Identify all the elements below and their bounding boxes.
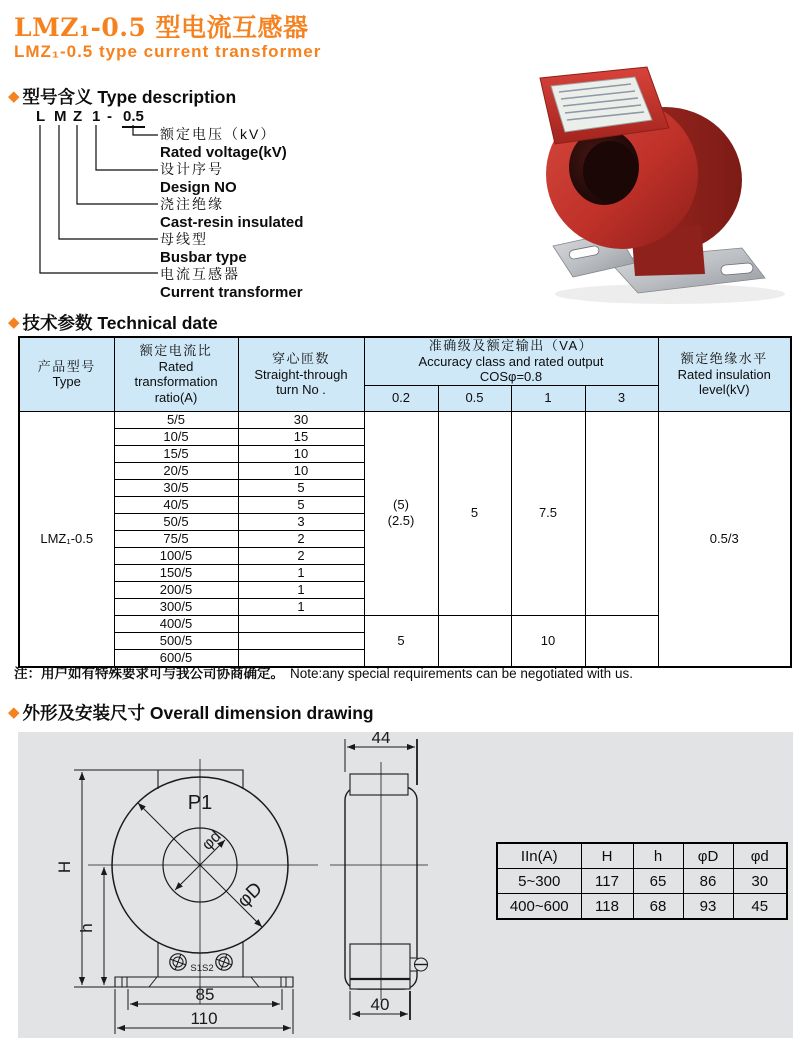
- turns-cell: 1: [238, 598, 364, 615]
- section-technical: [8, 310, 218, 335]
- diamond-icon: ◆: [8, 88, 20, 105]
- dim-header-phid: φd: [733, 843, 787, 869]
- type-cell: LMZ₁-0.5: [19, 411, 114, 667]
- dim-cell: 65: [633, 869, 683, 894]
- table-row: [19, 411, 791, 428]
- col-ratio-en1: Rated: [158, 358, 194, 374]
- ratio-cell: 40/5: [114, 496, 238, 513]
- acc02-line2: (2.5): [387, 513, 415, 528]
- col-ratio-en2: transformation: [134, 374, 218, 390]
- ratio-cell: 30/5: [114, 479, 238, 496]
- code-letter-1: 1: [92, 108, 101, 125]
- turns-cell: 10: [238, 462, 364, 479]
- turns-cell: [238, 632, 364, 649]
- col-acc-zh: 准确级及额定输出（VA）: [428, 338, 594, 353]
- ratio-cell: 500/5: [114, 632, 238, 649]
- label-design-no-zh: 设计序号: [160, 161, 224, 177]
- section-title: 技术参数 Technical date: [22, 313, 218, 333]
- label-H: H: [55, 860, 74, 874]
- insulation-cell: 0.5/3: [658, 411, 791, 667]
- dimension-table: [496, 842, 788, 920]
- acc1-upper-cell: 7.5: [511, 411, 585, 615]
- label-p1: P1: [187, 792, 213, 814]
- col-header-ratio: [114, 337, 238, 411]
- ratio-cell: 20/5: [114, 462, 238, 479]
- dim-cell: 400~600: [497, 894, 581, 920]
- label-busbar-en: Busbar type: [160, 248, 247, 266]
- code-letter-m: M: [54, 108, 67, 125]
- acc02-lower-cell: 5: [364, 615, 438, 667]
- side-base-block: [350, 944, 410, 989]
- turns-cell: 5: [238, 496, 364, 513]
- label-busbar-zh: 母线型: [160, 231, 208, 247]
- turns-cell: 3: [238, 513, 364, 530]
- dim-cell: 45: [733, 894, 787, 920]
- section-title: 型号含义 Type description: [22, 87, 237, 107]
- note: [14, 662, 633, 682]
- turns-cell: 30: [238, 411, 364, 428]
- code-letter-l: L: [36, 108, 46, 125]
- page-subtitle: LMZ₁-0.5 type current transformer: [14, 42, 322, 61]
- col-header-insulation: [658, 337, 791, 411]
- acc05-cell: 5: [438, 411, 511, 615]
- technical-table: [18, 336, 792, 668]
- section-title: 外形及安装尺寸 Overall dimension drawing: [22, 703, 374, 723]
- label-44: 44: [371, 732, 391, 747]
- col-turns-zh: 穿心匝数: [271, 351, 330, 366]
- col-header-accuracy: [364, 337, 658, 385]
- code-dash: -: [107, 108, 112, 125]
- code-letter-05: 0.5: [122, 108, 145, 128]
- ratio-cell: 75/5: [114, 530, 238, 547]
- dim-cell: 30: [733, 869, 787, 894]
- ratio-cell: 200/5: [114, 581, 238, 598]
- acc-class-3: 3: [585, 385, 658, 411]
- note-en: Note:any special requirements can be negotiated with us.: [290, 666, 633, 681]
- ratio-cell: 300/5: [114, 598, 238, 615]
- note-zh: 注：用户如有特殊要求可与我公司协商确定。: [14, 666, 284, 681]
- acc-class-02: 0.2: [364, 385, 438, 411]
- label-s1s2: S1S2: [190, 963, 214, 974]
- dim-cell: 68: [633, 894, 683, 920]
- col-ratio-zh: 额定电流比: [139, 343, 213, 359]
- ratio-cell: 150/5: [114, 564, 238, 581]
- col-ins-en2: level(kV): [698, 382, 750, 397]
- page-title: LMZ₁-0.5 型电流互感器: [14, 13, 309, 42]
- turns-cell: 2: [238, 530, 364, 547]
- ratio-cell: 5/5: [114, 411, 238, 428]
- col-acc-cos: COSφ=0.8: [479, 369, 543, 384]
- turns-cell: 5: [238, 479, 364, 496]
- label-110: 110: [190, 1009, 218, 1028]
- dim-cell: 86: [683, 869, 733, 894]
- terminal-screw-s1: [168, 952, 189, 973]
- turns-cell: 15: [238, 428, 364, 445]
- col-turns-en1: Straight-through: [254, 366, 348, 382]
- ratio-cell: 15/5: [114, 445, 238, 462]
- acc-class-1: 1: [511, 385, 585, 411]
- dim-header-current: IIn(A): [497, 843, 581, 869]
- terminal-screw-s2: [214, 952, 235, 973]
- col-header-type: [19, 337, 114, 411]
- acc3-cell: [585, 411, 658, 615]
- table-row: [497, 843, 787, 869]
- code-letter-z: Z: [73, 108, 83, 125]
- label-h: h: [77, 923, 96, 933]
- side-nameplate: [350, 774, 408, 795]
- ratio-cell: 600/5: [114, 649, 238, 667]
- ratio-cell: 400/5: [114, 615, 238, 632]
- acc3-lower-cell: [585, 615, 658, 667]
- diamond-icon: ◆: [8, 314, 20, 331]
- label-phi-d: φd: [198, 827, 225, 854]
- body-hole-inner: [583, 141, 637, 201]
- label-rated-voltage-zh: 额定电压（kV）: [160, 126, 277, 142]
- dim-cell: 118: [581, 894, 633, 920]
- label-ct-zh: 电流互感器: [160, 266, 240, 282]
- dimension-drawing-area: [18, 732, 793, 1038]
- dim-cell: 93: [683, 894, 733, 920]
- turns-cell: [238, 615, 364, 632]
- dim-cell: 5~300: [497, 869, 581, 894]
- section-dimension: [8, 700, 374, 725]
- label-design-no-en: Design NO: [160, 178, 237, 196]
- acc02-upper-cell: [364, 411, 438, 615]
- dim-header-H: H: [581, 843, 633, 869]
- acc02-line1: (5): [393, 497, 409, 512]
- acc1-lower-cell: 10: [511, 615, 585, 667]
- col-ratio-en3: ratio(A): [154, 389, 198, 405]
- col-ins-en1: Rated insulation: [677, 366, 771, 382]
- col-type-zh: 产品型号: [37, 358, 96, 374]
- label-rated-voltage-en: Rated voltage(kV): [160, 143, 287, 161]
- label-cast-resin-en: Cast-resin insulated: [160, 213, 304, 231]
- turns-cell: 2: [238, 547, 364, 564]
- label-40: 40: [370, 995, 390, 1014]
- table-row: [497, 869, 787, 894]
- label-85: 85: [195, 985, 215, 1004]
- acc-class-05: 0.5: [438, 385, 511, 411]
- dim-header-phiD: φD: [683, 843, 733, 869]
- label-phi-D: φD: [233, 878, 267, 912]
- col-ins-zh: 额定绝缘水平: [680, 351, 768, 366]
- label-ct-en: Current transformer: [160, 283, 303, 301]
- turns-cell: 1: [238, 564, 364, 581]
- col-type-en: Type: [52, 374, 81, 390]
- col-header-turns: [238, 337, 364, 411]
- dim-header-h: h: [633, 843, 683, 869]
- type-diagram-labels: [160, 126, 460, 301]
- label-cast-resin-zh: 浇注绝缘: [160, 196, 224, 212]
- front-nameplate-bump: [158, 770, 243, 789]
- diamond-icon: ◆: [8, 704, 20, 721]
- acc05-lower-cell: [438, 615, 511, 667]
- product-photo: [485, 62, 795, 307]
- turns-cell: 1: [238, 581, 364, 598]
- turns-cell: 10: [238, 445, 364, 462]
- dim-cell: 117: [581, 869, 633, 894]
- col-turns-en2: turn No .: [276, 382, 326, 397]
- ratio-cell: 10/5: [114, 428, 238, 445]
- table-row: [497, 894, 787, 920]
- ratio-cell: 100/5: [114, 547, 238, 564]
- col-acc-en: Accuracy class and rated output: [418, 353, 604, 369]
- ratio-cell: 50/5: [114, 513, 238, 530]
